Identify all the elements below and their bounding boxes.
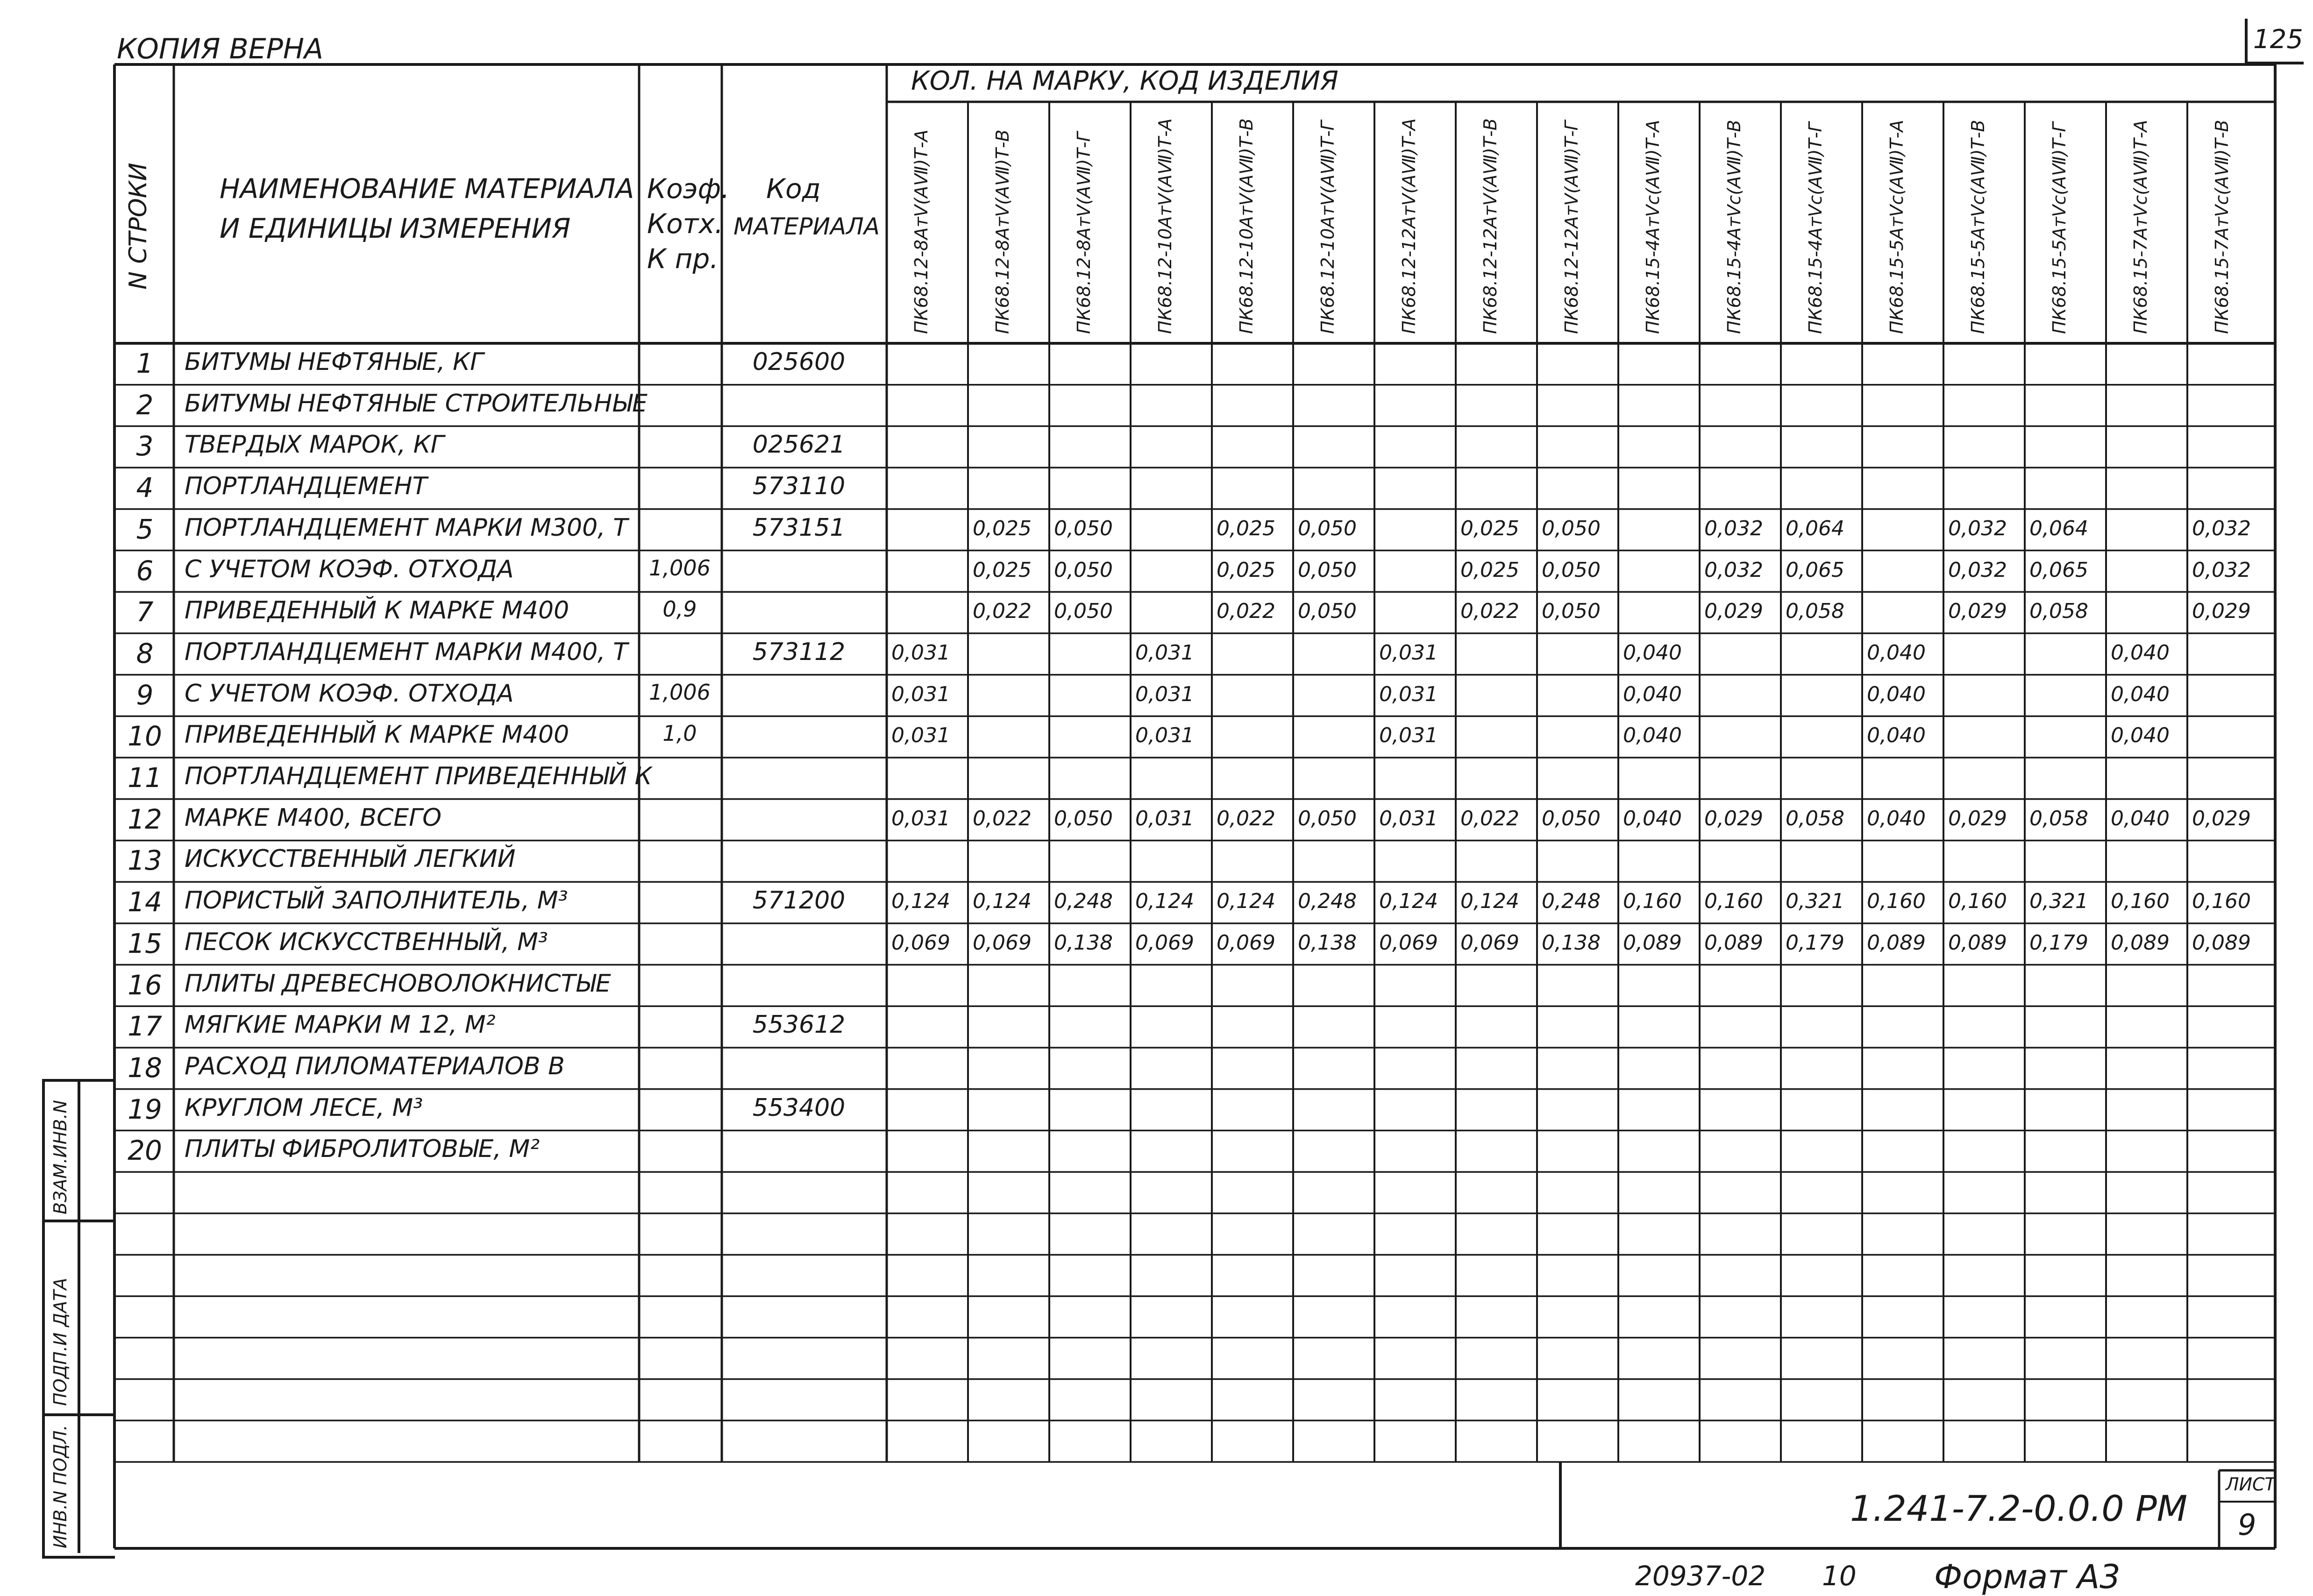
quantity-value: 0,160 xyxy=(1948,889,2007,914)
quantity-value: 0,124 xyxy=(1379,889,1438,914)
mark-header: ПК68.12-8АтⅤ(АⅦ)Т-А xyxy=(911,129,932,334)
material-code: 573112 xyxy=(752,638,846,666)
quantity-value: 0,050 xyxy=(1298,558,1357,582)
bottom-code: 20937-02 xyxy=(1635,1560,1766,1592)
quantity-value: 0,022 xyxy=(973,599,1032,624)
quantity-value: 0,058 xyxy=(2029,599,2088,624)
quantity-value: 0,040 xyxy=(2111,640,2170,665)
quantity-value: 0,089 xyxy=(1623,930,1682,955)
quantity-value: 0,032 xyxy=(1948,558,2007,582)
quantity-value: 0,031 xyxy=(1135,682,1194,706)
quantity-value: 0,032 xyxy=(2192,558,2251,582)
quantity-value: 0,050 xyxy=(1542,516,1601,540)
quantity-value: 0,064 xyxy=(2029,516,2088,540)
quantity-value: 0,025 xyxy=(1460,516,1519,540)
quantity-value: 0,069 xyxy=(1135,930,1194,955)
mark-header: ПК68.15-4АтⅤс(АⅦ)Т-А xyxy=(1643,120,1663,334)
material-name: БИТУМЫ НЕФТЯНЫЕ, КГ xyxy=(185,348,484,376)
quantity-value: 0,029 xyxy=(2192,599,2251,624)
coef-value: 1,0 xyxy=(662,721,697,746)
material-name: ПОРТЛАНДЦЕМЕНТ МАРКИ М300, Т xyxy=(185,513,628,542)
quantity-value: 0,022 xyxy=(973,806,1032,830)
mark-header: ПК68.12-12АтⅤ(АⅦ)Т-А xyxy=(1399,118,1419,334)
quantity-value: 0,040 xyxy=(1867,640,1926,665)
material-name: РАСХОД ПИЛОМАТЕРИАЛОВ В xyxy=(185,1052,565,1080)
row-number: 14 xyxy=(128,886,162,918)
quantity-value: 0,124 xyxy=(1217,889,1275,914)
quantity-value: 0,031 xyxy=(1135,724,1194,748)
material-name: ПОРТЛАНДЦЕМЕНТ xyxy=(185,472,427,501)
quantity-value: 0,065 xyxy=(1786,558,1844,582)
material-name: МЯГКИЕ МАРКИ М 12, М² xyxy=(185,1011,496,1039)
quantity-value: 0,040 xyxy=(1623,682,1682,706)
quantity-value: 0,138 xyxy=(1542,930,1601,955)
quantity-value: 0,050 xyxy=(1298,516,1357,540)
quantity-value: 0,160 xyxy=(2192,889,2251,914)
header-code-line1: Код xyxy=(766,173,821,205)
mark-header: ПК68.12-10АтⅤ(АⅦ)Т-А xyxy=(1155,118,1175,334)
material-code: 571200 xyxy=(752,887,846,915)
quantity-value: 0,029 xyxy=(1704,599,1763,624)
quantity-value: 0,069 xyxy=(1460,930,1519,955)
row-number: 6 xyxy=(136,554,154,587)
material-name: КРУГЛОМ ЛЕСЕ, М³ xyxy=(185,1093,423,1122)
row-number: 19 xyxy=(128,1093,162,1125)
quantity-value: 0,031 xyxy=(891,806,950,830)
material-name: ПОРИСТЫЙ ЗАПОЛНИТЕЛЬ, М³ xyxy=(185,887,568,915)
coef-value: 1,006 xyxy=(649,679,711,705)
material-code: 573110 xyxy=(752,472,846,501)
material-name: ПРИВЕДЕННЫЙ К МАРКЕ М400 xyxy=(185,721,569,749)
material-code: 573151 xyxy=(752,513,846,542)
row-number: 10 xyxy=(128,720,162,752)
material-name: ТВЕРДЫХ МАРОК, КГ xyxy=(185,431,444,459)
quantity-value: 0,124 xyxy=(973,889,1032,914)
row-number: 9 xyxy=(136,679,154,711)
row-number: 5 xyxy=(136,513,154,545)
sheet-box xyxy=(2220,1470,2276,1545)
row-number: 3 xyxy=(136,430,154,462)
coef-value: 1,006 xyxy=(649,555,711,581)
row-number: 11 xyxy=(128,762,162,794)
quantity-value: 0,248 xyxy=(1542,889,1601,914)
quantity-value: 0,160 xyxy=(1867,889,1926,914)
quantity-value: 0,058 xyxy=(2029,806,2088,830)
quantity-value: 0,069 xyxy=(1217,930,1275,955)
material-code: 553400 xyxy=(752,1093,846,1122)
header-group-title: КОЛ. НА МАРКУ, КОД ИЗДЕЛИЯ xyxy=(911,66,1338,96)
quantity-value: 0,031 xyxy=(891,640,950,665)
quantity-value: 0,138 xyxy=(1054,930,1113,955)
material-name: ПЛИТЫ ФИБРОЛИТОВЫЕ, М² xyxy=(185,1135,540,1163)
quantity-value: 0,050 xyxy=(1054,806,1113,830)
quantity-value: 0,031 xyxy=(891,724,950,748)
row-number: 16 xyxy=(128,969,162,1001)
quantity-value: 0,089 xyxy=(2111,930,2170,955)
quantity-value: 0,040 xyxy=(2111,724,2170,748)
mark-header: ПК68.12-8АтⅤ(АⅦ)Т-Г xyxy=(1074,132,1094,334)
row-number: 7 xyxy=(136,596,154,628)
quantity-value: 0,040 xyxy=(1867,724,1926,748)
header-name-line2: И ЕДИНИЦЫ ИЗМЕРЕНИЯ xyxy=(220,213,571,244)
header-row-no: N СТРОКИ xyxy=(124,163,152,290)
quantity-value: 0,032 xyxy=(1704,516,1763,540)
mark-header: ПК68.15-4АтⅤс(АⅦ)Т-Г xyxy=(1805,122,1826,334)
format-label: Формат А3 xyxy=(1934,1558,2121,1596)
quantity-value: 0,058 xyxy=(1786,806,1844,830)
quantity-value: 0,040 xyxy=(1867,682,1926,706)
row-number: 4 xyxy=(136,472,154,504)
mark-header: ПК68.15-7АтⅤс(АⅦ)Т-А xyxy=(2130,120,2151,334)
quantity-value: 0,089 xyxy=(1948,930,2007,955)
material-name: ПЕСОК ИСКУССТВЕННЫЙ, М³ xyxy=(185,928,548,956)
sheet-number: 9 xyxy=(2238,1508,2256,1542)
header-coef-line3: К пр. xyxy=(647,243,719,275)
quantity-value: 0,025 xyxy=(973,516,1032,540)
row-number: 20 xyxy=(128,1135,162,1167)
quantity-value: 0,022 xyxy=(1460,806,1519,830)
material-name: С УЧЕТОМ КОЭФ. ОТХОДА xyxy=(185,555,514,583)
quantity-value: 0,040 xyxy=(1623,806,1682,830)
quantity-value: 0,032 xyxy=(1948,516,2007,540)
quantity-value: 0,124 xyxy=(1460,889,1519,914)
material-name: ПРИВЕДЕННЫЙ К МАРКЕ М400 xyxy=(185,596,569,625)
row-number: 17 xyxy=(128,1010,162,1043)
quantity-value: 0,050 xyxy=(1542,558,1601,582)
doc-code: 1.241-7.2-0.0.0 РМ xyxy=(1850,1488,2188,1529)
quantity-value: 0,029 xyxy=(1704,806,1763,830)
quantity-value: 0,022 xyxy=(1460,599,1519,624)
material-code: 553612 xyxy=(752,1011,846,1039)
quantity-value: 0,089 xyxy=(2192,930,2251,955)
quantity-value: 0,032 xyxy=(1704,558,1763,582)
row-number: 2 xyxy=(136,389,154,421)
quantity-value: 0,031 xyxy=(1379,682,1438,706)
mark-header: ПК68.15-7АтⅤс(АⅦ)Т-В xyxy=(2212,120,2232,334)
quantity-value: 0,179 xyxy=(1786,930,1844,955)
quantity-value: 0,025 xyxy=(1217,516,1275,540)
quantity-value: 0,050 xyxy=(1298,599,1357,624)
quantity-value: 0,040 xyxy=(2111,682,2170,706)
row-number: 1 xyxy=(136,348,154,379)
quantity-value: 0,069 xyxy=(891,930,950,955)
quantity-value: 0,050 xyxy=(1298,806,1357,830)
quantity-value: 0,160 xyxy=(1623,889,1682,914)
row-number: 12 xyxy=(128,803,162,835)
quantity-value: 0,050 xyxy=(1542,806,1601,830)
mark-header: ПК68.12-10АтⅤ(АⅦ)Т-Г xyxy=(1317,121,1338,334)
copy-stamp: КОПИЯ ВЕРНА xyxy=(117,33,324,65)
quantity-value: 0,089 xyxy=(1704,930,1763,955)
quantity-value: 0,040 xyxy=(1867,806,1926,830)
quantity-value: 0,248 xyxy=(1298,889,1357,914)
quantity-value: 0,064 xyxy=(1786,516,1844,540)
quantity-value: 0,321 xyxy=(2029,889,2088,914)
quantity-value: 0,050 xyxy=(1054,558,1113,582)
material-name: С УЧЕТОМ КОЭФ. ОТХОДА xyxy=(185,679,514,708)
quantity-value: 0,040 xyxy=(1623,724,1682,748)
quantity-value: 0,138 xyxy=(1298,930,1357,955)
quantity-value: 0,124 xyxy=(891,889,950,914)
quantity-value: 0,029 xyxy=(1948,599,2007,624)
quantity-value: 0,124 xyxy=(1135,889,1194,914)
quantity-value: 0,050 xyxy=(1542,599,1601,624)
quantity-value: 0,089 xyxy=(1867,930,1926,955)
quantity-value: 0,160 xyxy=(2111,889,2170,914)
header-code-line2: МАТЕРИАЛА xyxy=(733,213,880,240)
quantity-value: 0,065 xyxy=(2029,558,2088,582)
quantity-value: 0,321 xyxy=(1786,889,1844,914)
quantity-value: 0,050 xyxy=(1054,516,1113,540)
material-code: 025621 xyxy=(752,431,846,459)
material-name: БИТУМЫ НЕФТЯНЫЕ СТРОИТЕЛЬНЫЕ xyxy=(185,389,648,418)
quantity-value: 0,069 xyxy=(1379,930,1438,955)
side-stamp-label: ВЗАМ.ИНВ.N xyxy=(50,1100,71,1214)
material-name: ПОРТЛАНДЦЕМЕНТ ПРИВЕДЕННЫЙ К xyxy=(185,762,652,791)
page-number: 125 xyxy=(2253,24,2303,55)
mark-header: ПК68.15-5АтⅤс(АⅦ)Т-В xyxy=(1968,120,1988,334)
quantity-value: 0,069 xyxy=(973,930,1032,955)
quantity-value: 0,022 xyxy=(1217,806,1275,830)
quantity-value: 0,248 xyxy=(1054,889,1113,914)
quantity-value: 0,160 xyxy=(1704,889,1763,914)
quantity-value: 0,025 xyxy=(1460,558,1519,582)
mark-header: ПК68.12-8АтⅤ(АⅦ)Т-В xyxy=(992,129,1013,334)
header-coef-line1: Коэф. xyxy=(647,173,730,205)
quantity-value: 0,025 xyxy=(1217,558,1275,582)
quantity-value: 0,022 xyxy=(1217,599,1275,624)
quantity-value: 0,179 xyxy=(2029,930,2088,955)
quantity-value: 0,031 xyxy=(1135,640,1194,665)
quantity-value: 0,031 xyxy=(1135,806,1194,830)
mark-header: ПК68.12-12АтⅤ(АⅦ)Т-Г xyxy=(1561,121,1582,334)
bottom-num: 10 xyxy=(1822,1560,1857,1592)
mark-header: ПК68.15-5АтⅤс(АⅦ)Т-Г xyxy=(2049,122,2070,334)
material-name: МАРКЕ М400, ВСЕГО xyxy=(185,803,442,832)
quantity-value: 0,025 xyxy=(973,558,1032,582)
mark-header: ПК68.15-5АтⅤс(АⅦ)Т-А xyxy=(1886,120,1907,334)
quantity-value: 0,031 xyxy=(1379,640,1438,665)
quantity-value: 0,029 xyxy=(2192,806,2251,830)
quantity-value: 0,031 xyxy=(891,682,950,706)
quantity-value: 0,040 xyxy=(2111,806,2170,830)
quantity-value: 0,029 xyxy=(1948,806,2007,830)
mark-header: ПК68.15-4АтⅤс(АⅦ)Т-В xyxy=(1724,120,1744,334)
row-number: 8 xyxy=(136,637,154,669)
material-name: ПЛИТЫ ДРЕВЕСНОВОЛОКНИСТЫЕ xyxy=(185,969,611,998)
material-name: ИСКУССТВЕННЫЙ ЛЕГКИЙ xyxy=(185,845,516,873)
mark-header: ПК68.12-12АтⅤ(АⅦ)Т-В xyxy=(1480,118,1501,334)
quantity-value: 0,040 xyxy=(1623,640,1682,665)
header-coef-line2: Котх. xyxy=(647,208,724,240)
quantity-value: 0,050 xyxy=(1054,599,1113,624)
material-name: ПОРТЛАНДЦЕМЕНТ МАРКИ М400, Т xyxy=(185,638,628,666)
row-number: 15 xyxy=(128,927,162,959)
row-number: 18 xyxy=(128,1051,162,1084)
quantity-value: 0,058 xyxy=(1786,599,1844,624)
row-number: 13 xyxy=(128,844,162,877)
side-stamp-label: ПОДП.И ДАТА xyxy=(50,1277,71,1406)
quantity-value: 0,031 xyxy=(1379,806,1438,830)
quantity-value: 0,032 xyxy=(2192,516,2251,540)
quantity-value: 0,031 xyxy=(1379,724,1438,748)
sheet-label: ЛИСТ xyxy=(2226,1474,2276,1495)
coef-value: 0,9 xyxy=(662,596,697,622)
mark-header: ПК68.12-10АтⅤ(АⅦ)Т-В xyxy=(1236,118,1257,334)
header-name-line1: НАИМЕНОВАНИЕ МАТЕРИАЛА xyxy=(220,173,634,205)
side-stamp-label: ИНВ.N ПОДЛ. xyxy=(50,1425,71,1548)
material-code: 025600 xyxy=(752,348,846,376)
